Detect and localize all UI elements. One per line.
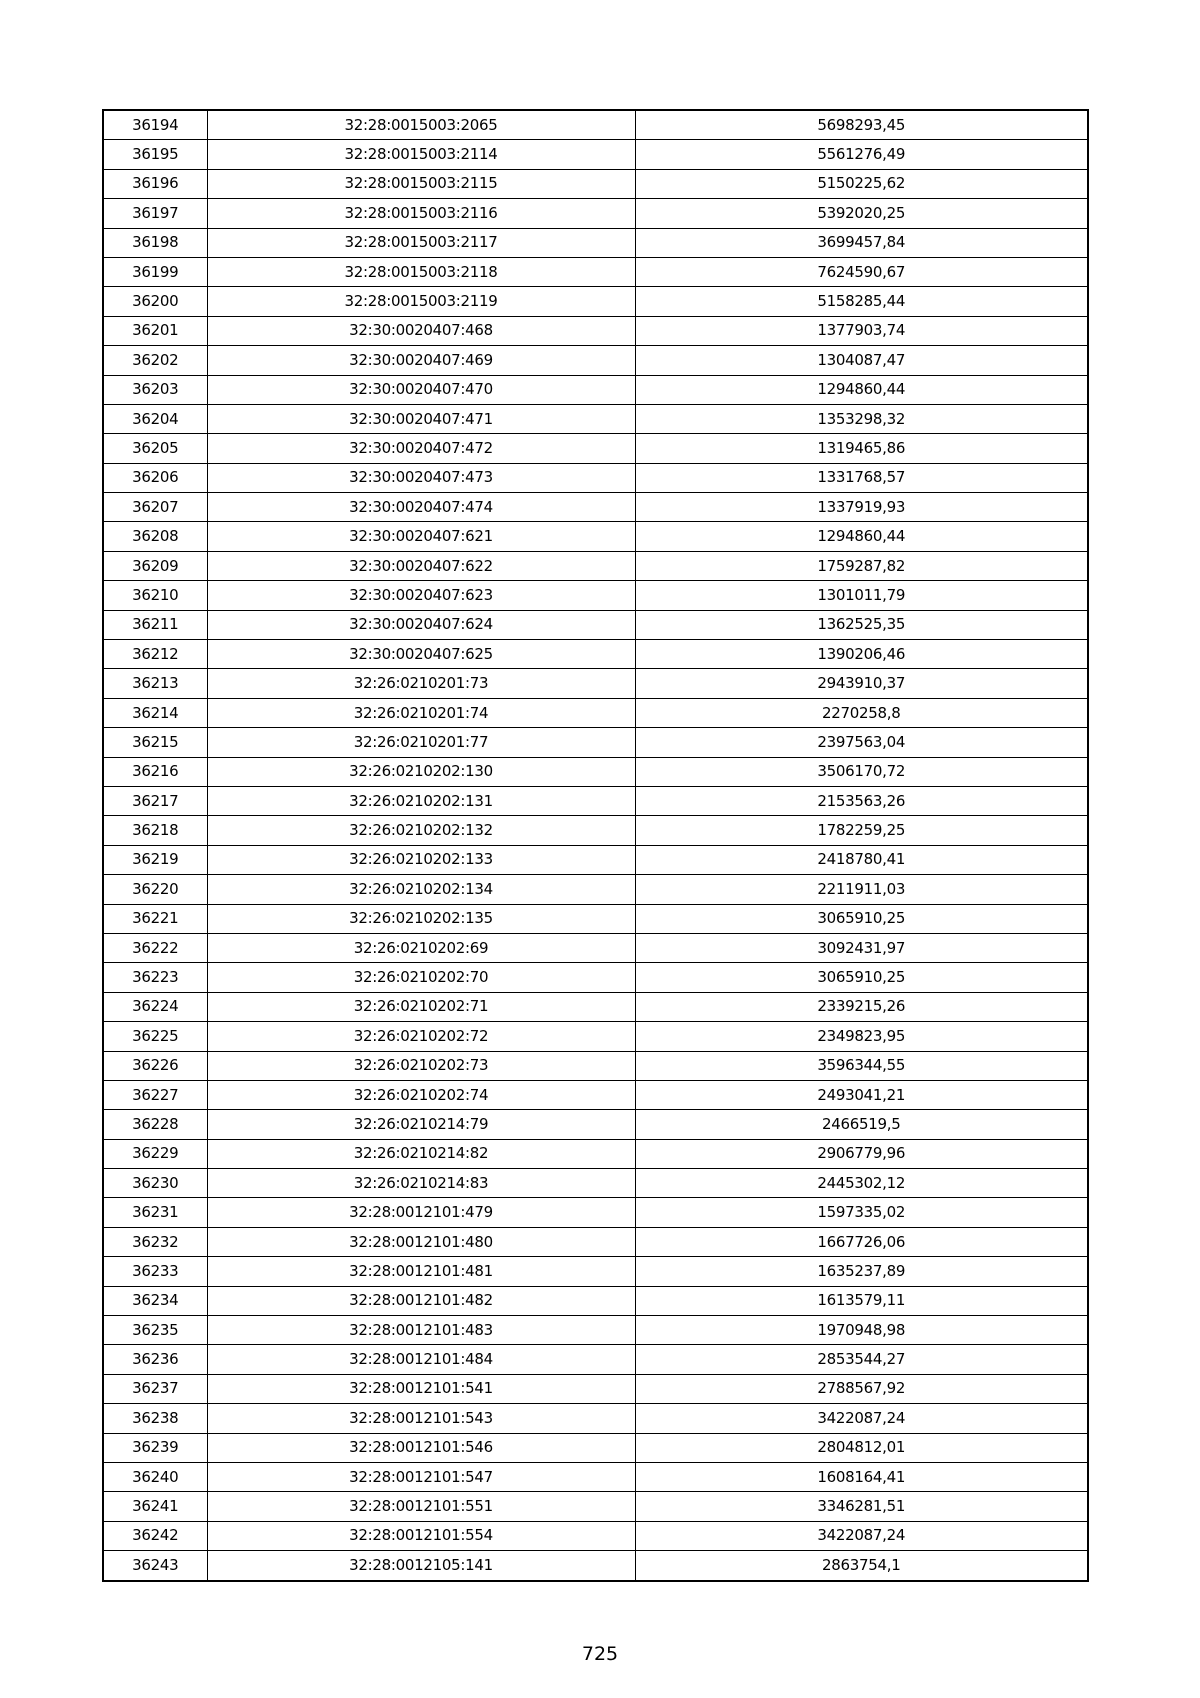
- table-row: [103, 1551, 1088, 1581]
- table-row: [103, 1521, 1088, 1550]
- row-number-cell: 36215: [103, 728, 207, 757]
- value-cell: 5698293,45: [635, 110, 1088, 140]
- row-number-cell: 36202: [103, 346, 207, 375]
- row-number-cell: 36208: [103, 522, 207, 551]
- row-number-cell: 36222: [103, 933, 207, 962]
- row-number-cell: 36197: [103, 199, 207, 228]
- table-row: [103, 1316, 1088, 1345]
- cadastral-number-cell: 32:26:0210202:70: [207, 963, 635, 992]
- value-cell: 7624590,67: [635, 257, 1088, 286]
- table-row: [103, 463, 1088, 492]
- data-table: [102, 109, 1089, 1582]
- table-row: [103, 522, 1088, 551]
- row-number-cell: 36234: [103, 1286, 207, 1315]
- row-number-cell: 36220: [103, 875, 207, 904]
- table-row: [103, 1022, 1088, 1051]
- cadastral-number-cell: 32:28:0012101:546: [207, 1433, 635, 1462]
- value-cell: 2788567,92: [635, 1374, 1088, 1403]
- table-row: [103, 1492, 1088, 1521]
- table-row: [103, 1227, 1088, 1256]
- value-cell: 3092431,97: [635, 933, 1088, 962]
- value-cell: 1337919,93: [635, 493, 1088, 522]
- row-number-cell: 36199: [103, 257, 207, 286]
- cadastral-number-cell: 32:28:0012101:543: [207, 1404, 635, 1433]
- cadastral-number-cell: 32:26:0210202:131: [207, 786, 635, 815]
- value-cell: 2943910,37: [635, 669, 1088, 698]
- table-row: [103, 875, 1088, 904]
- row-number-cell: 36237: [103, 1374, 207, 1403]
- row-number-cell: 36198: [103, 228, 207, 257]
- table-row: [103, 728, 1088, 757]
- value-cell: 1294860,44: [635, 522, 1088, 551]
- value-cell: 2339215,26: [635, 992, 1088, 1021]
- table-row: [103, 1374, 1088, 1403]
- value-cell: 2906779,96: [635, 1139, 1088, 1168]
- cadastral-number-cell: 32:26:0210214:82: [207, 1139, 635, 1168]
- cadastral-number-cell: 32:26:0210201:73: [207, 669, 635, 698]
- row-number-cell: 36225: [103, 1022, 207, 1051]
- table-row: [103, 933, 1088, 962]
- cadastral-number-cell: 32:28:0015003:2116: [207, 199, 635, 228]
- table-row: [103, 698, 1088, 727]
- row-number-cell: 36221: [103, 904, 207, 933]
- table-row: [103, 581, 1088, 610]
- row-number-cell: 36241: [103, 1492, 207, 1521]
- cadastral-number-cell: 32:30:0020407:624: [207, 610, 635, 639]
- cadastral-number-cell: 32:28:0012105:141: [207, 1551, 635, 1581]
- row-number-cell: 36240: [103, 1462, 207, 1491]
- row-number-cell: 36230: [103, 1169, 207, 1198]
- value-cell: 3422087,24: [635, 1404, 1088, 1433]
- value-cell: 2397563,04: [635, 728, 1088, 757]
- value-cell: 2804812,01: [635, 1433, 1088, 1462]
- cadastral-number-cell: 32:30:0020407:473: [207, 463, 635, 492]
- value-cell: 1390206,46: [635, 640, 1088, 669]
- value-cell: 1294860,44: [635, 375, 1088, 404]
- table-row: [103, 1404, 1088, 1433]
- value-cell: 1782259,25: [635, 816, 1088, 845]
- table-row: [103, 992, 1088, 1021]
- value-cell: 3699457,84: [635, 228, 1088, 257]
- cadastral-number-cell: 32:28:0012101:481: [207, 1257, 635, 1286]
- value-cell: 1613579,11: [635, 1286, 1088, 1315]
- row-number-cell: 36235: [103, 1316, 207, 1345]
- cadastral-number-cell: 32:28:0012101:482: [207, 1286, 635, 1315]
- row-number-cell: 36211: [103, 610, 207, 639]
- cadastral-number-cell: 32:28:0012101:479: [207, 1198, 635, 1227]
- cadastral-number-cell: 32:26:0210202:71: [207, 992, 635, 1021]
- row-number-cell: 36194: [103, 110, 207, 140]
- table-row: [103, 669, 1088, 698]
- value-cell: 5561276,49: [635, 140, 1088, 169]
- row-number-cell: 36195: [103, 140, 207, 169]
- cadastral-number-cell: 32:30:0020407:621: [207, 522, 635, 551]
- row-number-cell: 36231: [103, 1198, 207, 1227]
- row-number-cell: 36242: [103, 1521, 207, 1550]
- table-row: [103, 1198, 1088, 1227]
- cadastral-number-cell: 32:28:0015003:2115: [207, 169, 635, 198]
- value-cell: 3596344,55: [635, 1051, 1088, 1080]
- table-body: [103, 110, 1088, 1581]
- value-cell: 1304087,47: [635, 346, 1088, 375]
- table-row: [103, 1080, 1088, 1109]
- value-cell: 3506170,72: [635, 757, 1088, 786]
- cadastral-number-cell: 32:30:0020407:471: [207, 404, 635, 433]
- cadastral-number-cell: 32:26:0210202:130: [207, 757, 635, 786]
- value-cell: 2466519,5: [635, 1110, 1088, 1139]
- table-row: [103, 493, 1088, 522]
- value-cell: 1377903,74: [635, 316, 1088, 345]
- row-number-cell: 36210: [103, 581, 207, 610]
- table-row: [103, 757, 1088, 786]
- value-cell: 1362525,35: [635, 610, 1088, 639]
- value-cell: 2270258,8: [635, 698, 1088, 727]
- cadastral-number-cell: 32:26:0210202:133: [207, 845, 635, 874]
- value-cell: 3065910,25: [635, 963, 1088, 992]
- cadastral-number-cell: 32:30:0020407:468: [207, 316, 635, 345]
- table-row: [103, 610, 1088, 639]
- table-row: [103, 375, 1088, 404]
- table-row: [103, 434, 1088, 463]
- cadastral-number-cell: 32:28:0015003:2117: [207, 228, 635, 257]
- cadastral-number-cell: 32:28:0012101:480: [207, 1227, 635, 1256]
- table-row: [103, 1051, 1088, 1080]
- table-row: [103, 1110, 1088, 1139]
- row-number-cell: 36214: [103, 698, 207, 727]
- row-number-cell: 36219: [103, 845, 207, 874]
- row-number-cell: 36218: [103, 816, 207, 845]
- table-row: [103, 404, 1088, 433]
- row-number-cell: 36213: [103, 669, 207, 698]
- row-number-cell: 36205: [103, 434, 207, 463]
- cadastral-number-cell: 32:28:0012101:483: [207, 1316, 635, 1345]
- row-number-cell: 36216: [103, 757, 207, 786]
- table-row: [103, 257, 1088, 286]
- table-row: [103, 786, 1088, 815]
- row-number-cell: 36217: [103, 786, 207, 815]
- value-cell: 5150225,62: [635, 169, 1088, 198]
- row-number-cell: 36236: [103, 1345, 207, 1374]
- cadastral-number-cell: 32:30:0020407:625: [207, 640, 635, 669]
- row-number-cell: 36201: [103, 316, 207, 345]
- value-cell: 2418780,41: [635, 845, 1088, 874]
- value-cell: 1635237,89: [635, 1257, 1088, 1286]
- page-number: 725: [581, 1643, 619, 1665]
- value-cell: 2853544,27: [635, 1345, 1088, 1374]
- cadastral-number-cell: 32:30:0020407:474: [207, 493, 635, 522]
- row-number-cell: 36226: [103, 1051, 207, 1080]
- cadastral-number-cell: 32:26:0210202:72: [207, 1022, 635, 1051]
- table-row: [103, 963, 1088, 992]
- row-number-cell: 36238: [103, 1404, 207, 1433]
- value-cell: 1301011,79: [635, 581, 1088, 610]
- row-number-cell: 36203: [103, 375, 207, 404]
- table-row: [103, 316, 1088, 345]
- cadastral-number-cell: 32:28:0012101:547: [207, 1462, 635, 1491]
- value-cell: 2445302,12: [635, 1169, 1088, 1198]
- table-row: [103, 169, 1088, 198]
- table-row: [103, 1257, 1088, 1286]
- cadastral-number-cell: 32:26:0210202:74: [207, 1080, 635, 1109]
- row-number-cell: 36206: [103, 463, 207, 492]
- row-number-cell: 36223: [103, 963, 207, 992]
- table-row: [103, 551, 1088, 580]
- value-cell: 1331768,57: [635, 463, 1088, 492]
- cadastral-number-cell: 32:28:0015003:2119: [207, 287, 635, 316]
- table-row: [103, 904, 1088, 933]
- value-cell: 5158285,44: [635, 287, 1088, 316]
- cadastral-number-cell: 32:30:0020407:623: [207, 581, 635, 610]
- row-number-cell: 36227: [103, 1080, 207, 1109]
- row-number-cell: 36232: [103, 1227, 207, 1256]
- cadastral-number-cell: 32:26:0210202:134: [207, 875, 635, 904]
- table-row: [103, 228, 1088, 257]
- value-cell: 1597335,02: [635, 1198, 1088, 1227]
- cadastral-number-cell: 32:26:0210202:135: [207, 904, 635, 933]
- row-number-cell: 36196: [103, 169, 207, 198]
- table-row: [103, 287, 1088, 316]
- row-number-cell: 36207: [103, 493, 207, 522]
- value-cell: 1759287,82: [635, 551, 1088, 580]
- value-cell: 1353298,32: [635, 404, 1088, 433]
- cadastral-number-cell: 32:26:0210201:77: [207, 728, 635, 757]
- cadastral-number-cell: 32:26:0210202:132: [207, 816, 635, 845]
- value-cell: 2211911,03: [635, 875, 1088, 904]
- table-row: [103, 140, 1088, 169]
- table-row: [103, 1139, 1088, 1168]
- cadastral-number-cell: 32:28:0015003:2065: [207, 110, 635, 140]
- cadastral-number-cell: 32:26:0210202:69: [207, 933, 635, 962]
- row-number-cell: 36228: [103, 1110, 207, 1139]
- value-cell: 3346281,51: [635, 1492, 1088, 1521]
- row-number-cell: 36243: [103, 1551, 207, 1581]
- table-row: [103, 346, 1088, 375]
- cadastral-number-cell: 32:28:0015003:2118: [207, 257, 635, 286]
- value-cell: 2349823,95: [635, 1022, 1088, 1051]
- cadastral-number-cell: 32:30:0020407:472: [207, 434, 635, 463]
- cadastral-number-cell: 32:26:0210202:73: [207, 1051, 635, 1080]
- row-number-cell: 36209: [103, 551, 207, 580]
- table-row: [103, 1433, 1088, 1462]
- value-cell: 1970948,98: [635, 1316, 1088, 1345]
- table-row: [103, 640, 1088, 669]
- value-cell: 3422087,24: [635, 1521, 1088, 1550]
- table-row: [103, 1169, 1088, 1198]
- cadastral-number-cell: 32:26:0210214:79: [207, 1110, 635, 1139]
- cadastral-number-cell: 32:30:0020407:622: [207, 551, 635, 580]
- cadastral-number-cell: 32:30:0020407:469: [207, 346, 635, 375]
- table-row: [103, 1462, 1088, 1491]
- table-row: [103, 845, 1088, 874]
- value-cell: 1667726,06: [635, 1227, 1088, 1256]
- cadastral-number-cell: 32:28:0012101:554: [207, 1521, 635, 1550]
- cadastral-number-cell: 32:28:0012101:484: [207, 1345, 635, 1374]
- cadastral-number-cell: 32:26:0210201:74: [207, 698, 635, 727]
- cadastral-number-cell: 32:26:0210214:83: [207, 1169, 635, 1198]
- value-cell: 2153563,26: [635, 786, 1088, 815]
- row-number-cell: 36212: [103, 640, 207, 669]
- row-number-cell: 36239: [103, 1433, 207, 1462]
- cadastral-number-cell: 32:30:0020407:470: [207, 375, 635, 404]
- value-cell: 2493041,21: [635, 1080, 1088, 1109]
- cadastral-number-cell: 32:28:0012101:551: [207, 1492, 635, 1521]
- value-cell: 5392020,25: [635, 199, 1088, 228]
- value-cell: 1319465,86: [635, 434, 1088, 463]
- table-row: [103, 1345, 1088, 1374]
- table-row: [103, 1286, 1088, 1315]
- value-cell: 1608164,41: [635, 1462, 1088, 1491]
- table-row: [103, 110, 1088, 140]
- table-row: [103, 199, 1088, 228]
- row-number-cell: 36224: [103, 992, 207, 1021]
- row-number-cell: 36204: [103, 404, 207, 433]
- row-number-cell: 36200: [103, 287, 207, 316]
- table-row: [103, 816, 1088, 845]
- cadastral-number-cell: 32:28:0015003:2114: [207, 140, 635, 169]
- value-cell: 3065910,25: [635, 904, 1088, 933]
- cadastral-number-cell: 32:28:0012101:541: [207, 1374, 635, 1403]
- value-cell: 2863754,1: [635, 1551, 1088, 1581]
- row-number-cell: 36229: [103, 1139, 207, 1168]
- row-number-cell: 36233: [103, 1257, 207, 1286]
